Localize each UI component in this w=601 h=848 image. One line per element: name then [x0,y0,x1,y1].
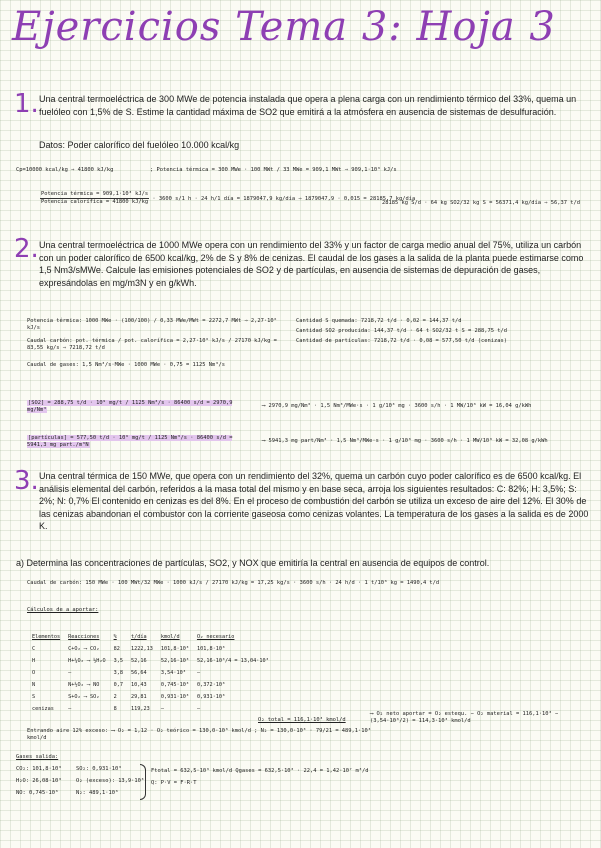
table-cell: 101,8·10³ [160,646,189,652]
table-cell: 10,43 [130,682,147,688]
table-cell: 29,81 [130,694,147,700]
table-cell: 3,54·10³ [160,670,186,676]
ex2-so2-highlight: [SO2] = 288,75 t/d · 10⁹ mg/t / 1125 Nm³/s · 86400 s/d = 2970,9 mg/Nm³ [27,400,233,413]
table-cell: — [196,670,201,676]
exercise-2-statement: Una central termoeléctrica de 1000 MWe opera con un rendimiento del 33% y un factor de carga medio anual del 75%, utiliza un carbón con un poder calorífico de 6500 kcal/kg, 2% de S y 8% de cenizas. El caudal de los gases a la salida de la planta puede estimarse como 1,5 Nm3/sMWe. Calcule las emisiones potenciales de SO2 y de partículas, en ausencia de sistemas de depuración de gases, expresándolas en mg/m3N y en g/kWh. [39,240,584,288]
ex2-work-gases: Caudal de gases: 1,5 Nm³/s·MWe · 1000 MWe · 0,75 = 1125 Nm³/s [27,362,225,368]
ex3-gases-title: Gases salida: [16,754,59,760]
table-cell: 82 [113,646,120,652]
table-cell: 3,5 [113,658,123,664]
table-row [28,667,273,679]
table-cell: N+½O₂ ⟶ NO [68,682,100,688]
ex2-work-potencia: Potencia térmica: 1000 MWe · (100/100) / 0,33 MWe/MWt = 2272,7 MWt ⇒ 2,27·10⁶ kJ/s [27,318,277,331]
table-cell: 52,16·10³/4 = 13,04·10³ [196,658,269,664]
table-cell: C [32,646,36,652]
gases-brace [140,764,146,800]
ex2-particles-gkwh: ⟶ 5941,3 mg part/Nm³ · 1,5 Nm³/MWe·s · 1 g/10³ mg · 3600 s/h · 1 MW/10³ kW = 32,08 g/kWh [262,438,548,444]
gases-mid-2: N₂: 489,1·10³ [76,790,119,796]
gases-mid-0: SO₂: 0,931·10³ [76,766,122,772]
ex1-fraction [40,191,149,206]
table-cell: — [68,670,72,676]
table-cell: — [160,706,164,712]
table-cell: 101,8·10³ [196,646,226,652]
table-cell: 52,16 [130,658,147,664]
ex2-work-azufre: Cantidad S quemada: 7218,72 t/d · 0,02 = 144,37 t/d [296,318,462,324]
exercise-3-number: 3. [14,466,39,496]
table-cell: S+O₂ ⟶ SO₂ [68,694,100,700]
table-cell: C+O₂ ⟶ CO₂ [68,646,100,652]
table-cell: N [32,682,36,688]
table-cell: — [68,706,72,712]
table-row [28,691,273,703]
exercise-1-data: Datos: Poder calorífico del fuelóleo 10.000 kcal/kg [39,140,240,150]
table-cell: 8 [113,706,117,712]
table-header-row [28,631,273,643]
ex3-o2-total: O₂ total = 116,1·10³ kmol/d [258,717,346,723]
table-cell: 0,372·10³ [196,682,226,688]
ex1-fraction-num: Potencia térmica = 909,1·10³ kJ/s [41,191,149,197]
table-cell: 0,931·10³ [160,694,189,700]
table-header: t/día [130,634,147,640]
table-cell: 0,745·10³ [160,682,189,688]
exercise-3-part-a: a) Determina las concentraciones de partículas, SO2, y NOX que emitiría la central en ausencia de equipos de control. [16,558,490,568]
ex1-work-line2 [40,191,415,206]
table-cell: 52,16·10³ [160,658,189,664]
ex2-work-carbon: Caudal carbón: pot. térmica / pot. calorífica = 2,27·10⁶ kJ/s / 27170 kJ/kg = 83,55 kg/s ⇒ 7218,72 t/d [27,338,277,351]
exercise-2-number: 2. [14,234,39,264]
table-header: kmol/d [160,634,180,640]
table-cell: 0,931·10³ [196,694,226,700]
ex3-work-calculos: Cálculos de a aportar: [27,607,99,613]
table-cell: 1222,13 [130,646,153,652]
gases-pv: Q: P·V = F·R·T [151,780,197,786]
ex1-work-end: 28185 kg S/d · 64 kg SO2/32 kg S = 56371,4 kg/día ⇒ 56,37 t/d [382,200,580,206]
gases-mid-1: O₂ (exceso): 13,9·10³ [76,778,145,784]
table-cell: 3,8 [113,670,123,676]
table-cell: 2 [113,694,117,700]
ex3-work-carbon: Caudal de carbón: 150 MWe · 100 MWt/32 MWe · 1000 kJ/s / 27170 kJ/kg = 17,25 kg/s · 3600 s/h · 24 h/d · 1 t/10³ kg = 1490,4 t/d [27,580,440,586]
table-cell: H+¼O₂ ⟶ ½H₂O [68,658,106,664]
table-cell: S [32,694,36,700]
ex2-particles-concentration [27,435,252,449]
table-cell: 119,23 [130,706,150,712]
table-cell: H [32,658,36,664]
ex2-work-particulas: Cantidad de partículas: 7218,72 t/d · 0,08 = 577,50 t/d (cenizas) [296,338,507,344]
table-row [28,655,273,667]
ex1-work-cp: Cp=10000 kcal/kg ⇒ 41800 kJ/kg [16,167,114,173]
ex2-work-so2-producida: Cantidad SO2 producida: 144,37 t/d · 64 t SO2/32 t S = 288,75 t/d [296,328,507,334]
table-row [28,679,273,691]
ex1-fraction-den: Potencia calorífica = 41800 kJ/kg [41,199,149,205]
table-row [28,643,273,655]
table-header: Elementos [32,634,61,640]
gases-left-0: CO₂: 101,8·10³ [16,766,62,772]
table-cell: 0,7 [113,682,123,688]
gases-left-1: H₂O: 26,08·10³ [16,778,62,784]
exercise-3-statement: Una central térmica de 150 MWe, que opera con un rendimiento del 32%, quema un carbón cuyo poder calorífico es de 6500 kcal/kg. El análisis elemental del carbón, referidos a la masa total del mismo y en base seca, arroja los siguientes resultados: C: 82%; H: 3,5%; S: 2%; N: 0,7% El contenido en cenizas es del 8%. En el proceso de combustión del carbón se utiliza un exceso de aire del 12%. El 30% de las cenizas abandonan el combustor con la corriente gaseosa como cenizas volantes. La temperatura de los gases a la salida es de 2000 K. [39,471,589,531]
ex1-work-potencia: ; Potencia térmica = 300 MWe · 100 MWt / 33 MWe = 909,1 MWt ⇒ 909,1·10³ kJ/s [150,167,397,173]
elements-table [28,631,273,715]
table-cell: O [32,670,36,676]
ex2-so2-concentration [27,400,252,414]
gases-left-2: NO: 0,745·10³ [16,790,59,796]
table-header: O₂ necesario [196,634,235,640]
table-header: % [113,634,117,640]
ex2-particles-highlight: [partículas] = 577,50 t/d · 10⁹ mg/t / 1125 Nm³/s · 86400 s/d = 5941,3 mg part./m³N [27,435,233,448]
ex3-air-excess: Entrando aire 12% exceso: ⟶ O₂ = 1,12 · O₂ teórico = 130,0·10³ kmol/d ; N₂ = 130,0·10³ · 79/21 = 489,1·10³ kmol/d [27,728,372,741]
table-cell: — [196,706,201,712]
page-title: Ejercicios Tema 3: Hoja 3 [12,4,556,50]
ex1-work-rest: · 3600 s/1 h · 24 h/1 día = 1879047,9 kg/día ⇒ 1879047,9 · 0,015 = 28185,7 kg/día [152,196,416,202]
table-header: Reacciones [68,634,100,640]
ex3-o2-neto: ⟶ O₂ neto aportar = O₂ estequ. − O₂ material = 116,1·10³ − (3,54·10³/2) = 114,3·10³ kmol/d [370,711,559,724]
gases-total: Ftotal = 632,5·10³ kmol/d Qgases = 632,5·10³ · 22,4 = 1,42·10⁷ m³/d [151,768,369,774]
exercise-1-number: 1. [14,89,39,119]
exercise-1-statement: Una central termoeléctrica de 300 MWe de potencia instalada que opera a plena carga con un rendimiento térmico del 33%, quema un fuelóleo con 1,5% de S. Estime la cantidad máxima de SO2 que emitirá a la atmósfera en ausencia de sistemas de desulfuración. [39,94,577,117]
table-row [28,703,273,715]
table-cell: cenizas [32,706,54,712]
table-cell: 56,64 [130,670,147,676]
ex2-so2-gkwh: ⟶ 2970,9 mg/Nm³ · 1,5 Nm³/MWe·s · 1 g/10³ mg · 3600 s/h · 1 MW/10³ kW = 16,04 g/kWh [262,403,532,409]
